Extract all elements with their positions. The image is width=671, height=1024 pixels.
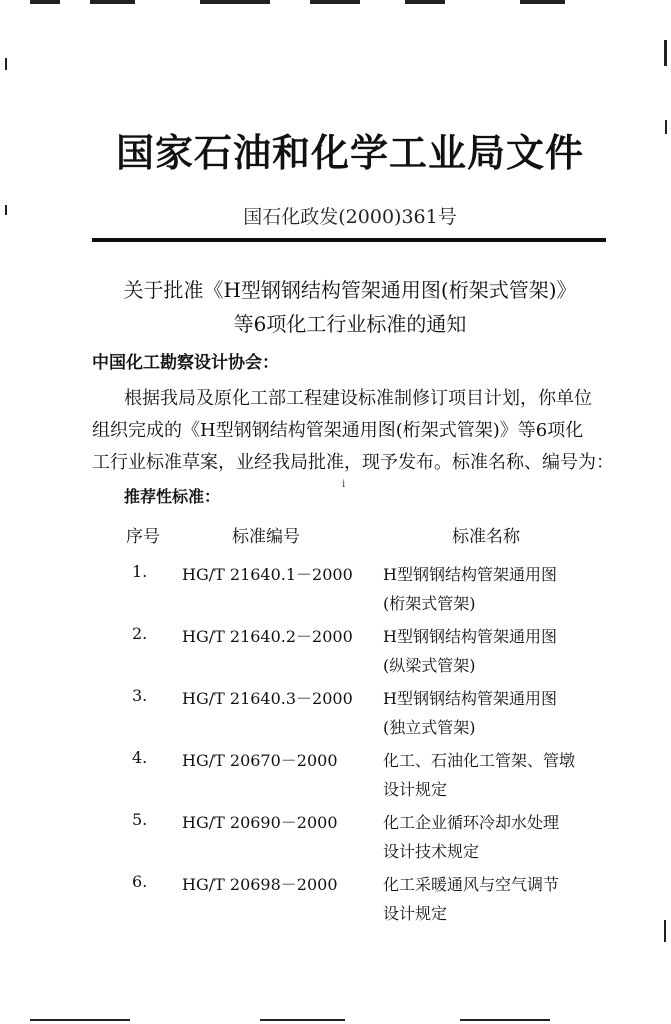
column-header-number: 序号	[126, 527, 160, 547]
standard-name-line-1: 化工采暖通风与空气调节	[383, 875, 560, 894]
standard-name-line-2: 设计技术规定	[383, 842, 480, 861]
standard-code: HG/T 21640.3－2000	[182, 689, 353, 708]
standard-name-line-2: (独立式管架)	[383, 718, 476, 737]
body-paragraph-line: 组织完成的《H型钢钢结构管架通用图(桁架式管架)》等6项化	[92, 420, 584, 441]
table-row	[0, 624, 671, 686]
row-number: 4.	[132, 748, 148, 767]
stray-mark: i	[342, 479, 346, 490]
body-paragraph-line: 根据我局及原化工部工程建设标准制修订项目计划，你单位	[124, 388, 592, 409]
scan-edge-mark	[460, 1019, 550, 1021]
scan-edge-mark	[664, 40, 667, 66]
notice-heading-line-1: 关于批准《H型钢钢结构管架通用图(桁架式管架)》	[123, 278, 577, 302]
standard-code: HG/T 21640.2－2000	[182, 627, 353, 646]
recommended-standards-heading: 推荐性标准：	[124, 487, 221, 506]
standard-code: HG/T 21640.1－2000	[182, 565, 353, 584]
row-number: 5.	[132, 810, 148, 829]
standard-name-line-2: (桁架式管架)	[383, 594, 476, 613]
standard-name-line-2: 设计规定	[383, 780, 448, 799]
standard-name-line-1: 化工、石油化工管架、管墩	[383, 751, 576, 770]
body-paragraph-line: 工行业标准草案，业经我局批准，现予发布。标准名称、编号为：	[92, 452, 614, 473]
row-number: 3.	[132, 686, 148, 705]
scan-edge-mark	[405, 0, 445, 4]
standard-name-line-1: H型钢钢结构管架通用图	[383, 689, 557, 708]
scan-edge-mark	[90, 0, 135, 4]
column-header-name: 标准名称	[452, 527, 520, 547]
scan-edge-mark	[30, 1019, 130, 1021]
table-row	[0, 562, 671, 624]
standard-name-line-1: H型钢钢结构管架通用图	[383, 627, 557, 646]
scan-edge-mark	[30, 0, 60, 4]
scan-edge-mark	[200, 0, 270, 4]
standard-name-line-1: H型钢钢结构管架通用图	[383, 565, 557, 584]
standard-code: HG/T 20670－2000	[182, 751, 338, 770]
standard-code: HG/T 20698－2000	[182, 875, 338, 894]
standard-name-line-1: 化工企业循环冷却水处理	[383, 813, 560, 832]
scan-edge-mark	[520, 0, 565, 4]
scan-edge-mark	[260, 1019, 345, 1021]
document-title: 国家石油和化学工业局文件	[115, 131, 584, 175]
column-header-code: 标准编号	[232, 527, 300, 547]
document-number: 国石化政发(2000)361号	[243, 206, 457, 228]
standard-code: HG/T 20690－2000	[182, 813, 338, 832]
scan-edge-mark	[5, 58, 7, 70]
table-row	[0, 872, 671, 934]
table-row	[0, 810, 671, 872]
header-divider	[92, 238, 606, 242]
table-row	[0, 748, 671, 810]
standard-name-line-2: 设计规定	[383, 904, 448, 923]
row-number: 6.	[132, 872, 148, 891]
scan-edge-mark	[310, 0, 360, 4]
recipient: 中国化工勘察设计协会：	[92, 353, 279, 373]
row-number: 1.	[132, 562, 148, 581]
table-row	[0, 686, 671, 748]
row-number: 2.	[132, 624, 148, 643]
standard-name-line-2: (纵梁式管架)	[383, 656, 476, 675]
notice-heading-line-2: 等6项化工行业标准的通知	[233, 312, 467, 336]
